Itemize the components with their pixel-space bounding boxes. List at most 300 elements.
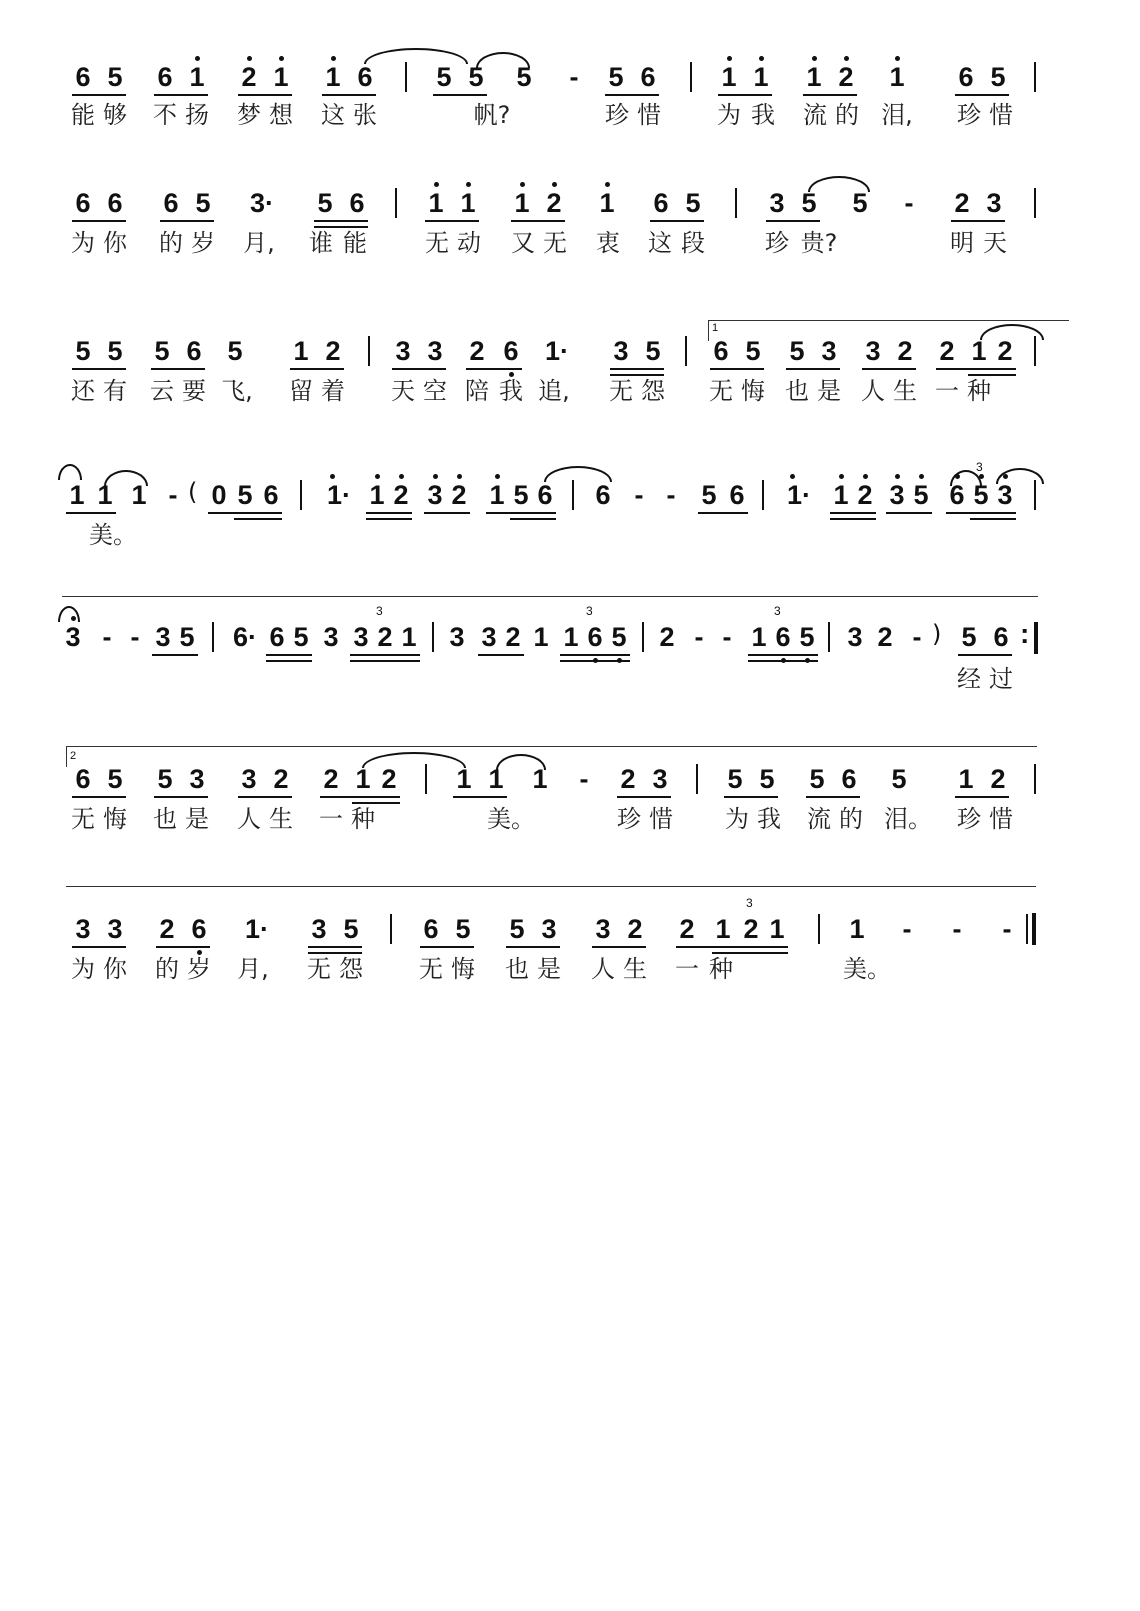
- note: 5: [910, 482, 932, 509]
- note: 2: [543, 190, 565, 217]
- note: 2: [997, 336, 1013, 366]
- note: 5: [107, 62, 123, 92]
- lyric: 我: [751, 101, 775, 129]
- note: -: [130, 622, 140, 652]
- note: 6: [713, 336, 729, 366]
- note: 1: [270, 64, 292, 91]
- beam: [955, 796, 1009, 798]
- lyric: 这: [648, 229, 672, 257]
- beam: [453, 796, 507, 798]
- note: 1: [830, 482, 852, 509]
- note: 6: [186, 336, 202, 366]
- note: 6: [640, 62, 656, 92]
- note: 5: [157, 764, 173, 794]
- lyric: 要: [182, 377, 206, 405]
- note: 3: [155, 622, 171, 652]
- barline: [818, 914, 820, 944]
- note: 1·: [322, 482, 356, 509]
- beam: [718, 94, 772, 96]
- note: 5: [801, 188, 817, 218]
- lyric: 我: [757, 805, 781, 833]
- lyric: 种: [351, 805, 375, 833]
- barline: [1034, 764, 1036, 794]
- beam: [605, 94, 659, 96]
- lyric: 是: [817, 377, 841, 405]
- note: 6: [958, 62, 974, 92]
- beam: [151, 368, 205, 370]
- lyric: 种: [709, 955, 733, 983]
- lyric: 无: [71, 805, 95, 833]
- lyric: 珍: [957, 101, 981, 129]
- lyric: 过: [989, 665, 1013, 693]
- note: 6: [75, 764, 91, 794]
- note: 6: [500, 338, 522, 365]
- barline: [696, 764, 698, 794]
- note: 6: [841, 764, 857, 794]
- beam: [466, 368, 522, 370]
- lyric: 岁: [187, 955, 211, 983]
- lyric: 梦: [237, 101, 261, 129]
- lyric: 的: [155, 955, 179, 983]
- note: 5: [645, 336, 661, 366]
- beam: [72, 796, 126, 798]
- triplet-mark: 3: [976, 460, 983, 474]
- note: 5: [509, 914, 525, 944]
- lyric: 能: [343, 229, 367, 257]
- beam: [308, 946, 362, 948]
- triplet-mark: 3: [376, 604, 383, 618]
- note: 3: [595, 914, 611, 944]
- lyric: 云: [150, 377, 174, 405]
- note: 0: [211, 480, 227, 510]
- barline: [685, 336, 687, 366]
- beam: [698, 512, 748, 514]
- note: 6·: [232, 622, 257, 652]
- note: 3: [323, 622, 339, 652]
- repeat-sign: :: [1020, 618, 1030, 649]
- note: 3: [847, 622, 863, 652]
- note: 3: [62, 624, 84, 651]
- triplet-mark: 3: [774, 604, 781, 618]
- beam: [392, 368, 446, 370]
- note: 2: [159, 914, 175, 944]
- lyric: 不: [153, 101, 177, 129]
- lyric: 无: [307, 955, 331, 983]
- note: 5: [107, 336, 123, 366]
- lyric: 惜: [989, 101, 1013, 129]
- note: 5: [436, 62, 452, 92]
- note: 6: [946, 482, 968, 509]
- note: 1: [322, 64, 344, 91]
- beam: [486, 512, 556, 514]
- beam: [160, 220, 214, 222]
- lyric: 一: [675, 955, 699, 983]
- note: 5: [317, 188, 333, 218]
- note: 2: [381, 764, 397, 794]
- lyric: 无: [425, 229, 449, 257]
- lyric: 生: [269, 805, 293, 833]
- beam: [936, 368, 1016, 370]
- lyric: 悔: [103, 805, 127, 833]
- note: -: [1002, 914, 1012, 944]
- note: 1: [751, 622, 767, 652]
- note: 1: [769, 914, 785, 944]
- lyric: 留: [289, 377, 313, 405]
- beam: [955, 94, 1009, 96]
- note: 2: [469, 336, 485, 366]
- note: 3: [424, 482, 446, 509]
- note: 6: [537, 480, 553, 510]
- note: 6: [107, 188, 123, 218]
- lyric: 无: [609, 377, 633, 405]
- beam: [786, 368, 840, 370]
- barline: [405, 62, 407, 92]
- lyric: 泪。: [884, 805, 932, 833]
- note: 5: [513, 480, 529, 510]
- beam: [72, 946, 126, 948]
- note: 2: [954, 188, 970, 218]
- barline: [1034, 188, 1036, 218]
- note: 6: [188, 916, 210, 943]
- note: -: [904, 188, 914, 218]
- beam: [350, 654, 420, 656]
- volta-number: 1: [712, 322, 719, 334]
- volta-number: 2: [70, 750, 77, 762]
- beam: [314, 226, 368, 228]
- note: 3: [189, 764, 205, 794]
- lyric: 珍: [765, 229, 789, 257]
- note: 2: [323, 764, 339, 794]
- beam: [238, 796, 292, 798]
- lyric: 为: [71, 229, 95, 257]
- note: 5: [195, 188, 211, 218]
- beam: [366, 512, 412, 514]
- score-line-1: [0, 60, 1140, 180]
- beam: [290, 368, 344, 370]
- paren-open: (: [188, 478, 198, 506]
- beam: [560, 660, 630, 662]
- lyric: 生: [893, 377, 917, 405]
- note: 5: [796, 624, 818, 651]
- note: 3: [541, 914, 557, 944]
- note: 6: [423, 914, 439, 944]
- lyric: 也: [153, 805, 177, 833]
- barline: [642, 622, 644, 652]
- note: 1: [958, 764, 974, 794]
- lyric: 珍: [957, 805, 981, 833]
- score-line-2: [0, 186, 1140, 306]
- note: 5: [75, 336, 91, 366]
- lyric: 珍: [605, 101, 629, 129]
- note: 2: [897, 336, 913, 366]
- note: 2: [990, 764, 1006, 794]
- barline: [368, 336, 370, 366]
- beam: [506, 946, 560, 948]
- beam: [152, 654, 198, 656]
- lyric: 月,: [237, 955, 269, 983]
- note: 5: [990, 62, 1006, 92]
- lyric: 飞,: [221, 377, 253, 405]
- note: -: [102, 622, 112, 652]
- note: 5: [468, 62, 484, 92]
- note: 2: [877, 622, 893, 652]
- note: 1: [718, 64, 740, 91]
- note: 1: [596, 190, 618, 217]
- beam: [154, 94, 208, 96]
- beam: [806, 796, 860, 798]
- lyric: 一: [319, 805, 343, 833]
- note: -: [666, 480, 676, 510]
- beam: [862, 368, 916, 370]
- lyric: 惜: [989, 805, 1013, 833]
- note: 3: [652, 764, 668, 794]
- beam: [803, 94, 857, 96]
- note: -: [952, 914, 962, 944]
- tie-arc: [58, 464, 82, 480]
- note: 6: [75, 188, 91, 218]
- lyric: 谁: [309, 229, 333, 257]
- note: 3: [107, 914, 123, 944]
- beam: [238, 94, 292, 96]
- lyric: 怨: [339, 955, 363, 983]
- note: 5: [701, 480, 717, 510]
- note: 1: [488, 764, 504, 794]
- note: 6: [163, 188, 179, 218]
- beam: [322, 94, 376, 96]
- note: 3·: [249, 188, 274, 218]
- note: 2: [390, 482, 412, 509]
- lyric: 惜: [637, 101, 661, 129]
- note: -: [168, 480, 178, 510]
- lyric: 有: [103, 377, 127, 405]
- lyric: 悔: [451, 955, 475, 983]
- lyric: 泪,: [881, 101, 913, 129]
- note: 6: [269, 622, 285, 652]
- note: 1: [186, 64, 208, 91]
- note: -: [579, 764, 589, 794]
- barline: [1034, 62, 1036, 92]
- note: 1: [97, 480, 113, 510]
- note: 1: [457, 190, 479, 217]
- note: 1: [511, 190, 533, 217]
- lyric: 惜: [649, 805, 673, 833]
- note: 2: [627, 914, 643, 944]
- barline: [762, 480, 764, 510]
- note: 1: [69, 480, 85, 510]
- beam: [425, 220, 479, 222]
- beam: [154, 796, 208, 798]
- lyric: 段: [681, 229, 705, 257]
- beam: [951, 220, 1005, 222]
- note: 2: [835, 64, 857, 91]
- beam: [352, 802, 400, 804]
- note: 5: [227, 336, 243, 366]
- note: 3: [481, 622, 497, 652]
- note: 1: [293, 336, 309, 366]
- barline: [572, 480, 574, 510]
- note: 3: [395, 336, 411, 366]
- beam: [320, 796, 400, 798]
- lyric: 明: [950, 229, 974, 257]
- note: 3: [449, 622, 465, 652]
- note: 1: [355, 764, 371, 794]
- note: 5: [455, 914, 471, 944]
- note: 6: [584, 624, 606, 651]
- beam: [510, 518, 556, 520]
- beam: [958, 654, 1012, 656]
- score-line-3: [0, 322, 1140, 454]
- lyric: 美。: [487, 805, 535, 833]
- score-line-4: [0, 460, 1140, 598]
- barline: [1034, 336, 1036, 366]
- score-line-5: [0, 604, 1140, 740]
- lyric: 的: [159, 229, 183, 257]
- note: 5: [516, 62, 532, 92]
- lyric: 人: [861, 377, 885, 405]
- barline: [735, 188, 737, 218]
- lyric: 为: [717, 101, 741, 129]
- note: 1: [456, 764, 472, 794]
- lyric: 你: [103, 229, 127, 257]
- beam: [366, 518, 412, 520]
- beam: [420, 946, 474, 948]
- lyric: 追,: [538, 377, 570, 405]
- note: 5: [970, 482, 992, 509]
- beam: [266, 654, 312, 656]
- beam: [766, 220, 820, 222]
- note: 6: [595, 480, 611, 510]
- note: 6: [349, 188, 365, 218]
- beam: [478, 654, 524, 656]
- note: 5: [745, 336, 761, 366]
- note: 1·: [244, 914, 269, 944]
- note: 1: [533, 622, 549, 652]
- note: 1: [366, 482, 388, 509]
- score-line-7: [0, 896, 1140, 1032]
- beam: [156, 946, 210, 948]
- lyric: 又: [511, 229, 535, 257]
- triplet-mark: 3: [746, 896, 753, 910]
- lyric: 月,: [243, 229, 275, 257]
- lyric: 美。: [89, 521, 137, 549]
- note: 1: [486, 482, 508, 509]
- beam: [712, 952, 788, 954]
- note: -: [694, 622, 704, 652]
- lyric: 人: [591, 955, 615, 983]
- barline: [432, 622, 434, 652]
- lyric: 珍: [617, 805, 641, 833]
- lyric: 贵?: [800, 229, 838, 257]
- beam: [433, 94, 487, 96]
- lyric: 还: [71, 377, 95, 405]
- beam: [946, 512, 1016, 514]
- note: 6: [772, 624, 794, 651]
- beam: [610, 368, 664, 370]
- lyric: 也: [785, 377, 809, 405]
- lyric: 天: [391, 377, 415, 405]
- lyric: 帆?: [473, 101, 511, 129]
- note: -: [569, 62, 579, 92]
- note: 5: [685, 188, 701, 218]
- note: 1: [849, 914, 865, 944]
- note: 2: [448, 482, 470, 509]
- beam: [72, 220, 126, 222]
- lyric: 张: [353, 101, 377, 129]
- lyric: 能: [71, 101, 95, 129]
- barline: [395, 188, 397, 218]
- score-line-6: [0, 750, 1140, 882]
- note: -: [634, 480, 644, 510]
- note: 5: [608, 62, 624, 92]
- barline: [390, 914, 392, 944]
- beam: [208, 512, 282, 514]
- note: 1: [803, 64, 825, 91]
- beam: [830, 512, 876, 514]
- beam: [724, 796, 778, 798]
- note: 2: [505, 622, 521, 652]
- beam: [830, 518, 876, 520]
- note: 5: [809, 764, 825, 794]
- note: 1: [563, 622, 579, 652]
- beam: [424, 512, 470, 514]
- note: 6: [357, 62, 373, 92]
- beam: [314, 220, 368, 222]
- note: 3: [994, 482, 1016, 509]
- beam: [234, 518, 282, 520]
- note: 3: [769, 188, 785, 218]
- note: 5: [961, 622, 977, 652]
- note: 3: [613, 336, 629, 366]
- lyric: 经: [957, 665, 981, 693]
- lyric: 流: [807, 805, 831, 833]
- lyric: 天: [983, 229, 1007, 257]
- beam: [748, 654, 818, 656]
- beam: [350, 660, 420, 662]
- beam: [610, 374, 664, 376]
- tie-arc: [364, 48, 468, 64]
- note: 5: [293, 622, 309, 652]
- final-barline: [1032, 913, 1036, 945]
- note: 2: [377, 622, 393, 652]
- lyric: 为: [725, 805, 749, 833]
- beam: [66, 512, 116, 514]
- note: 2: [939, 336, 955, 366]
- note: 1·: [782, 482, 816, 509]
- note: 5: [179, 622, 195, 652]
- lyric: 悔: [741, 377, 765, 405]
- note: 3: [865, 336, 881, 366]
- beam: [617, 796, 671, 798]
- note: 6: [263, 480, 279, 510]
- lyric: 的: [835, 101, 859, 129]
- lyric: 衷: [596, 229, 620, 257]
- beam: [710, 368, 764, 370]
- beam: [748, 660, 818, 662]
- note: 2: [273, 764, 289, 794]
- note: 3: [311, 914, 327, 944]
- lyric: 无: [419, 955, 443, 983]
- lyric: 扬: [185, 101, 209, 129]
- bracket-line: [66, 886, 1036, 907]
- lyric: 是: [185, 805, 209, 833]
- note: 5: [343, 914, 359, 944]
- lyric: 也: [505, 955, 529, 983]
- beam: [592, 946, 646, 948]
- barline: [425, 764, 427, 794]
- note: 1: [425, 190, 447, 217]
- note: 5: [852, 188, 868, 218]
- lyric: 动: [457, 229, 481, 257]
